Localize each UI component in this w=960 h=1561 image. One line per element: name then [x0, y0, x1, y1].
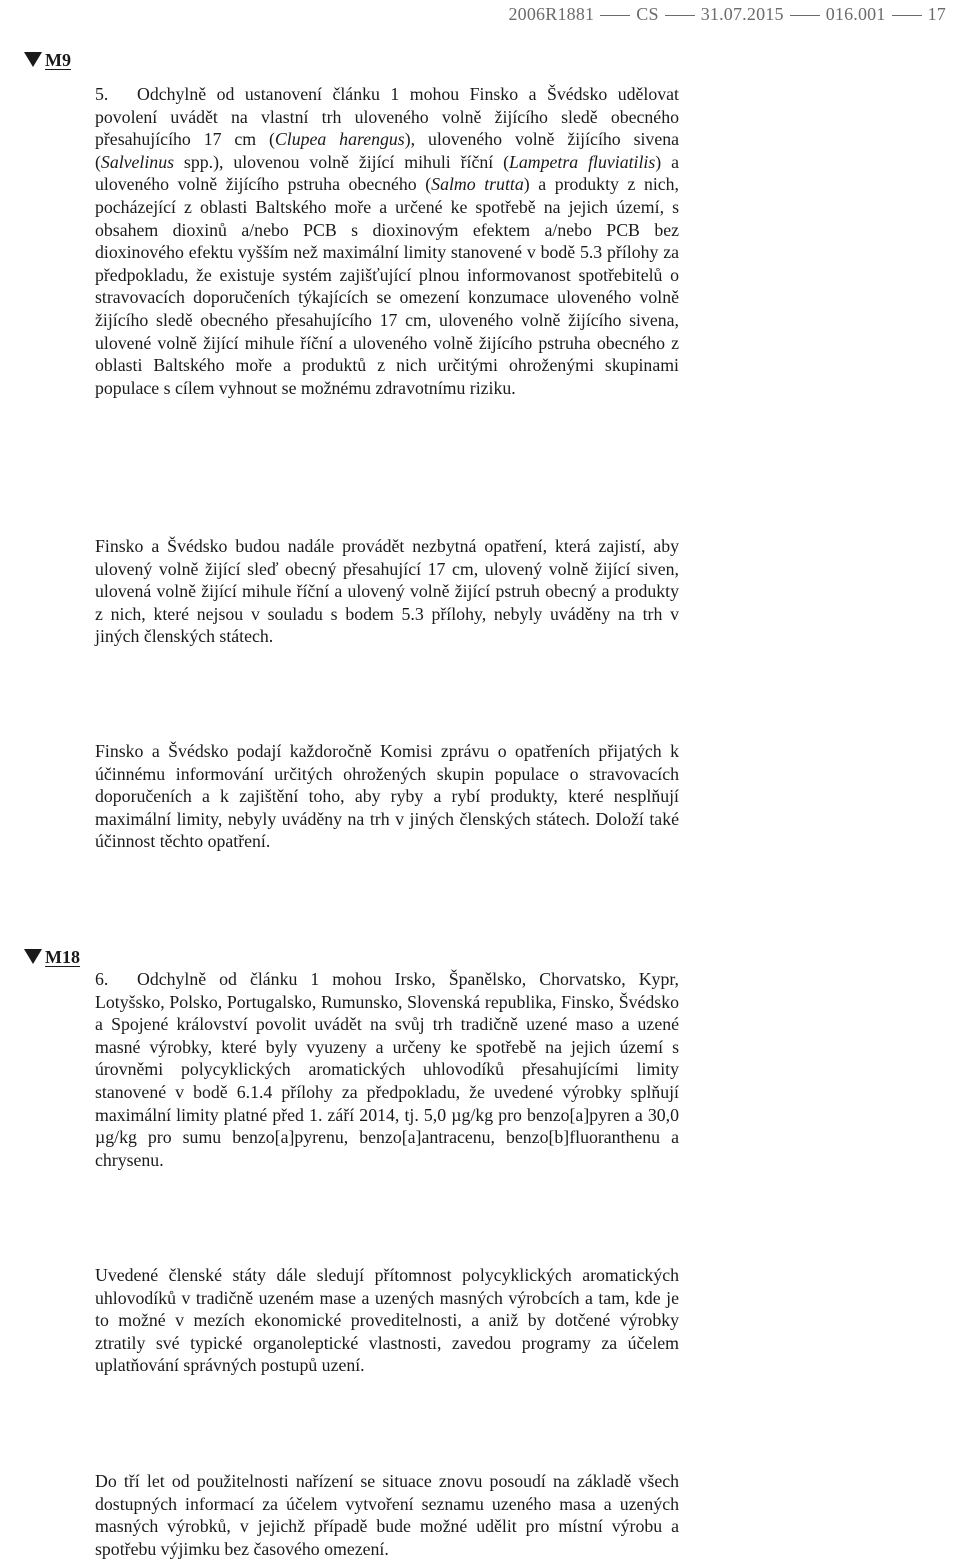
header-separator [665, 15, 695, 16]
language-code: CS [636, 4, 659, 24]
paragraph-5-subparagraph-3: Finsko a Švédsko podají každoročně Komisi zprávu o opatřeních přijatých k účinnému informování určitých ohrožených skupin populace o stravovacích doporučeních a k zajištění toho, aby ryby a rybí produkty, které nesplňují maximální limity, nebyly uváděny na trh v jiných členských státech. Doloží také účinnost těchto opatření. [95, 741, 679, 852]
version-number: 016.001 [825, 4, 886, 24]
paragraph-5 [95, 83, 679, 399]
paragraph-text: spp.), ulovenou volně žijící mihuli říční ( [174, 151, 510, 172]
paragraph-text: Odchylně od ustanovení článku 1 mohou Finsko a Švédsko udělovat povolení uvádět na vlastní trh uloveného volně žijícího sledě obecného přesahujícího 17 cm ( [95, 84, 679, 150]
consolidation-date: 31.07.2015 [700, 4, 784, 24]
header-separator [600, 15, 630, 16]
amendment-code: M18 [45, 947, 80, 967]
amendment-marker-m9[interactable] [24, 50, 71, 71]
paragraph-text: Odchylně od článku 1 mohou Irsko, Španělsko, Chorvatsko, Kypr, Lotyšsko, Polsko, Portugalsko, Rumunsko, Slovenská republika, Finsko, Švédsko a Spojené království povolit uvádět na svůj trh tradičně uzené maso a uzené masné výrobky, které byly vyuzeny a určeny ke spotřebě na jejich území s úrovněmi polycyklických aromatických uhlovodíků přesahujícími limity stanovené v bodě 6.1.4 přílohy za předpokladu, že uvedené výrobky splňují maximální limity platné před 1. září 2014, tj. 5,0 µg/kg pro benzo[a]pyren a 30,0 µg/kg pro sumu benzo[a]pyrenu, benzo[a]antracenu, benzo[b]fluoranthenu a chrysenu. [95, 969, 679, 1170]
paragraph-text: ), uloveného volně žijícího sivena ( [95, 129, 679, 172]
page-number: 17 [927, 4, 946, 24]
amendment-code: M9 [45, 50, 71, 70]
paragraph-6 [95, 968, 679, 1171]
header-separator [790, 15, 820, 16]
header-separator [892, 15, 922, 16]
triangle-down-icon [24, 52, 42, 67]
paragraph-6-subparagraph-2: Uvedené členské státy dále sledují přítomnost polycyklických aromatických uhlovodíků v tradičně uzeném mase a uzených masných výrobcích a tam, kde je to možné v mezích ekonomické proveditelnosti, a aniž by dotčené výrobky ztratily své typické organoleptické vlastnosti, zavedou programy za účelem uplatňování správných postupů uzení. [95, 1265, 679, 1376]
paragraph-number: 5. [95, 84, 109, 104]
amendment-marker-m18[interactable] [24, 947, 80, 968]
paragraph-number: 6. [95, 969, 109, 989]
document-id: 2006R1881 [508, 4, 595, 24]
species-name: Salvelinus [100, 151, 175, 172]
species-name: Lampetra fluviatilis [509, 151, 656, 172]
paragraph-text: ) a produkty z nich, pocházející z oblasti Baltského moře a určené ke spotřebě na jejich území, s obsahem dioxinů a/nebo PCB s dioxinovým efektem a/nebo PCB bez dioxinového efektu vyšším než maximální limity stanovené v bodě 5.3 přílohy za předpokladu, že existuje systém zajišťující plnou informovanost spotřebitelů o stravovacích doporučeních týkajících se omezení konzumace uloveného volně žijícího sledě obecného přesahujícího 17 cm, uloveného volně žijícího sivena, ulovené volně žijící mihule říční a uloveného volně žijícího pstruha obecného z oblasti Baltského moře a produktů z nich určitými ohroženými skupinami populace s cílem vyhnout se možnému zdravotnímu riziku. [95, 174, 679, 398]
paragraph-5-subparagraph-2: Finsko a Švédsko budou nadále provádět nezbytná opatření, která zajistí, aby ulovený volně žijící sleď obecný přesahující 17 cm, ulovený volně žijící siven, ulovená volně žijící mihule říční a ulovený volně žijící pstruh obecný a produkty z nich, které nejsou v souladu s bodem 5.3 přílohy, nebyly uváděny na trh v jiných členských státech. [95, 536, 679, 647]
paragraph-6-subparagraph-3: Do tří let od použitelnosti nařízení se situace znovu posoudí na základě všech dostupných informací za účelem vytvoření seznamu uzeného masa a uzených masných výrobků, v jejichž případě bude možné udělit pro místní výrobu a spotřebu výjimku bez časového omezení. [95, 1471, 679, 1559]
paragraph-text: ) a uloveného volně žijícího pstruha obecného ( [95, 151, 679, 195]
page-header [508, 4, 946, 25]
species-name: Clupea harengus [274, 129, 405, 150]
triangle-down-icon [24, 949, 42, 964]
species-name: Salmo trutta [431, 174, 524, 195]
